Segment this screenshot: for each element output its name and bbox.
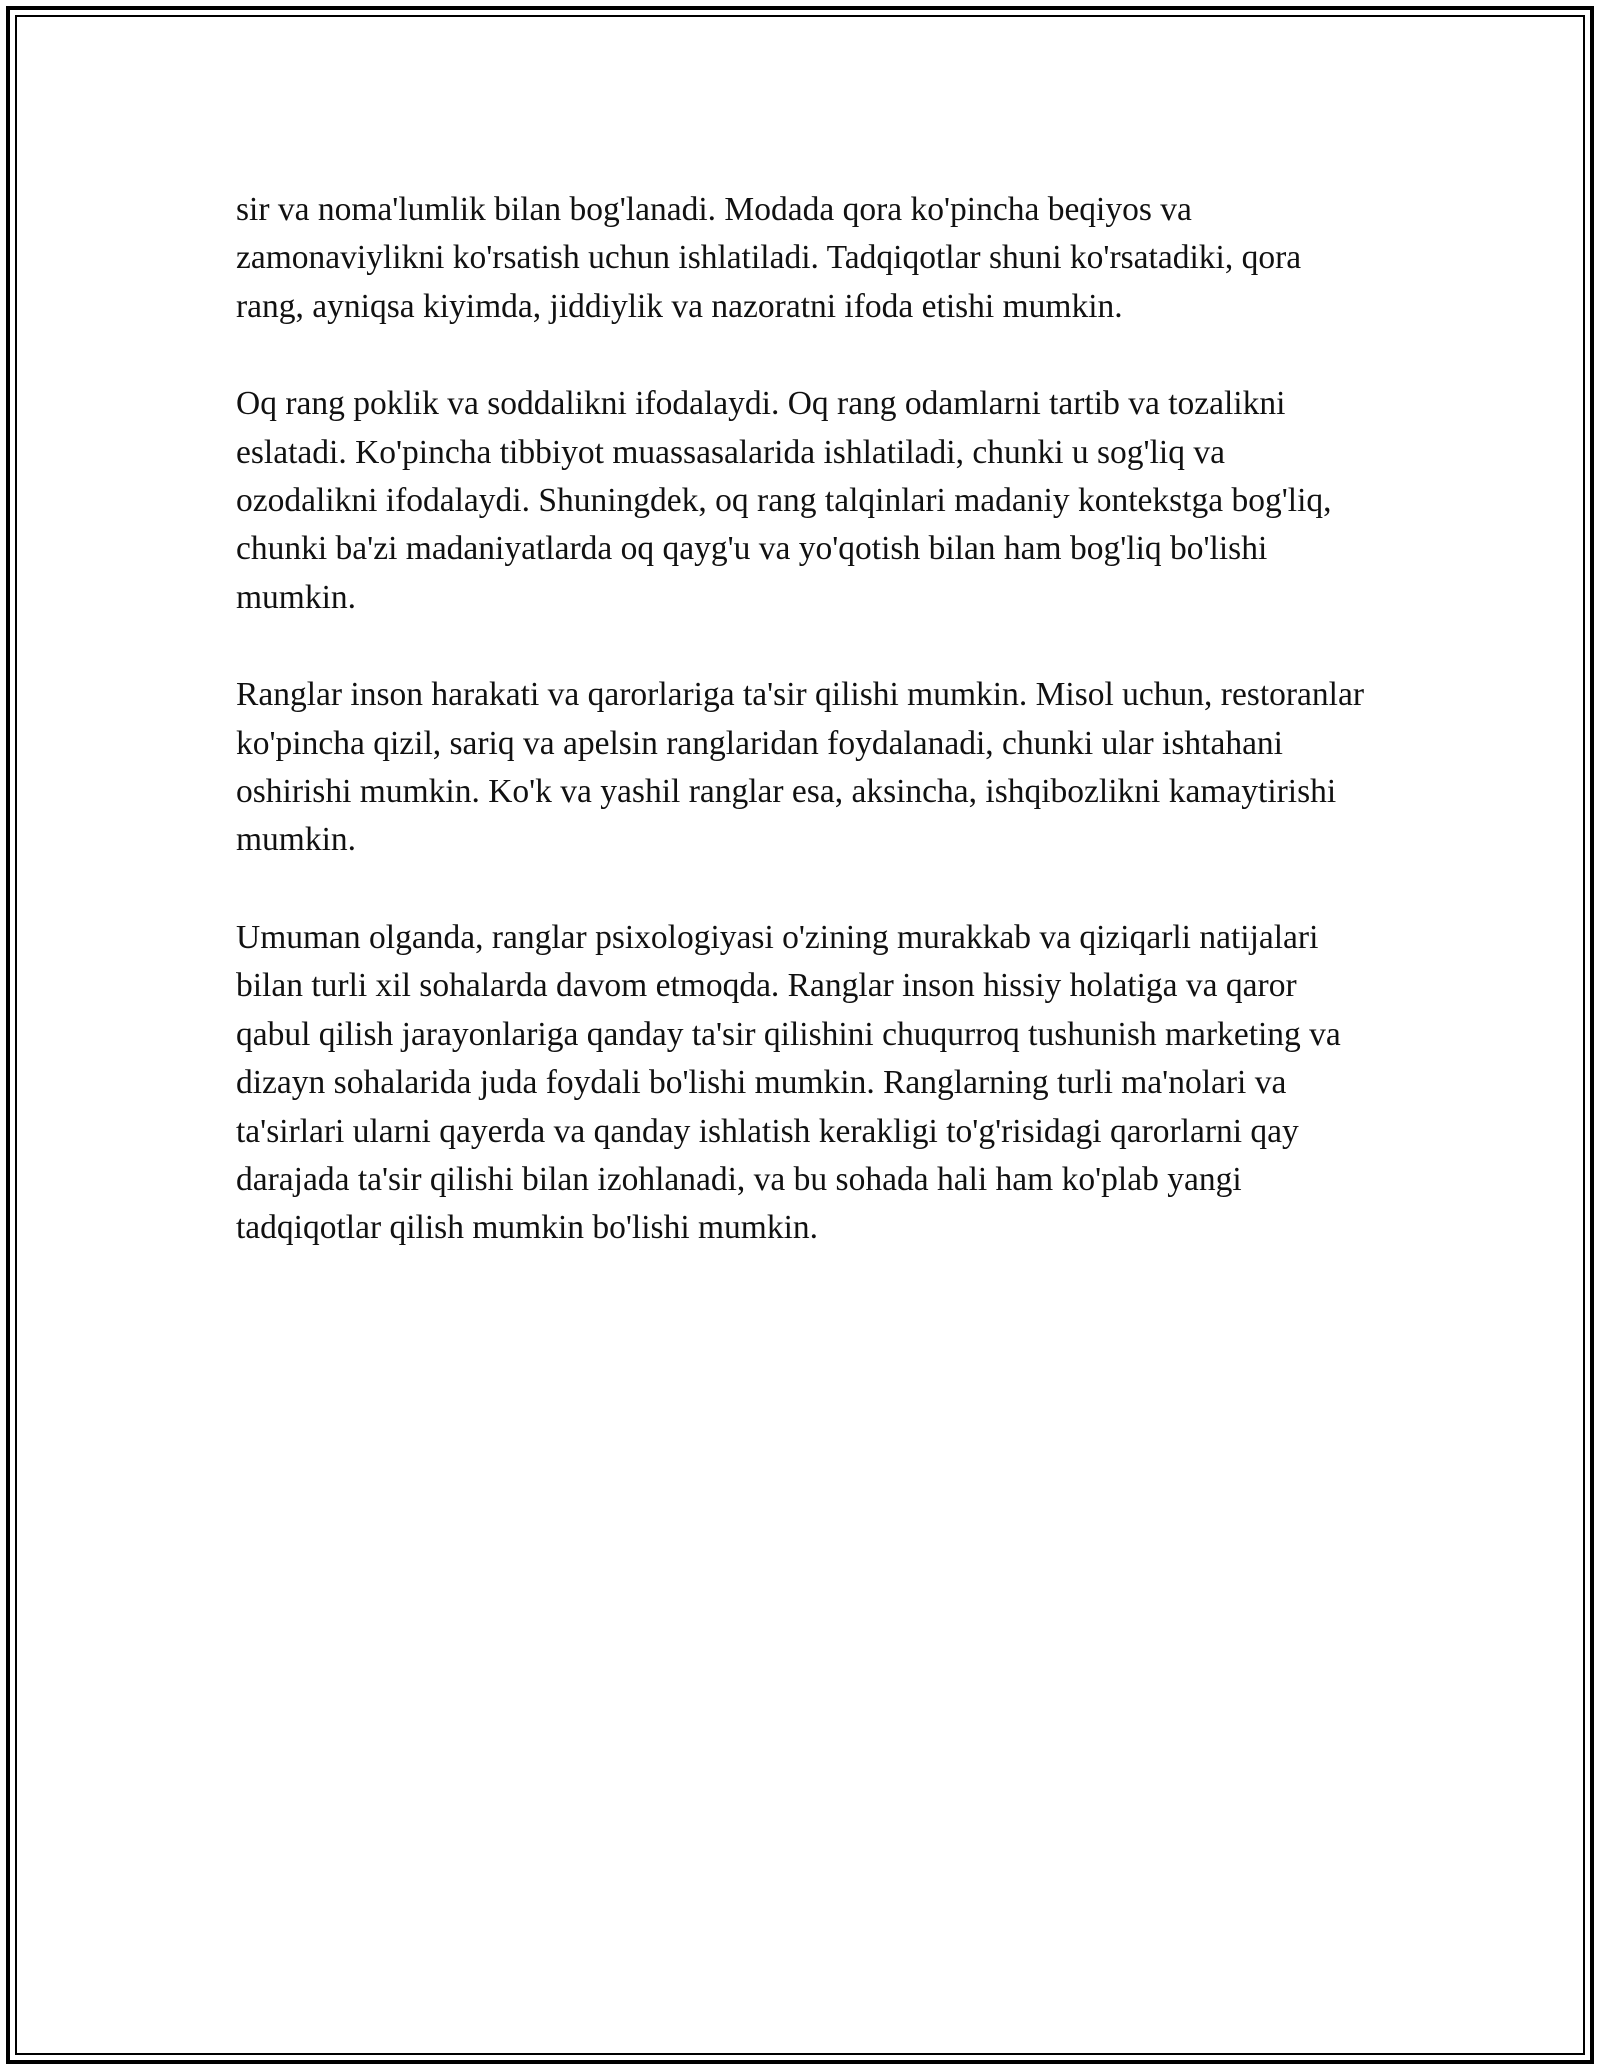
document-body (236, 186, 1366, 1302)
paragraph-3: Ranglar inson harakati va qarorlariga ta'sir qilishi mumkin. Misol uchun, restoranlar ko'pincha qizil, sariq va apelsin ranglaridan foydalanadi, chunki ular ishtahani oshirishi mumkin. Ko'k va yashil ranglar esa, aksincha, ishqibozlikni kamaytirishi mumkin. (236, 676, 1365, 859)
paragraph-1: sir va noma'lumlik bilan bog'lanadi. Modada qora ko'pincha beqiyos va zamonaviylikni ko'rsatish uchun ishlatiladi. Tadqiqotlar shuni ko'rsatadiki, qora rang, ayniqsa kiyimda, jiddiylik va nazoratni ifoda etishi mumkin. (236, 191, 1302, 325)
paragraph-2: Oq rang poklik va soddalikni ifodalaydi. Oq rang odamlarni tartib va tozalikni eslatadi. Ko'pincha tibbiyot muassasalarida ishlatiladi, chunki u sog'liq va ozodalikni ifodalaydi. Shuningdek, oq rang talqinlari madaniy kontekstga bog'liq, chunki ba'zi madaniyatlarda oq qayg'u va yo'qotish bilan ham bog'liq bo'lishi mumkin. (236, 385, 1332, 616)
paragraph-4: Umuman olganda, ranglar psixologiyasi o'zining murakkab va qiziqarli natijalari bilan turli xil sohalarda davom etmoqda. Ranglar inson hissiy holatiga va qaror qabul qilish jarayonlariga qanday ta'sir qilishini chuqurroq tushunish marketing va dizayn sohalarida juda foydali bo'lishi mumkin. Ranglarning turli ma'nolari va ta'sirlari ularni qayerda va qanday ishlatish kerakligi to'g'risidagi qarorlarni qay darajada ta'sir qilishi bilan izohlanadi, va bu sohada hali ham ko'plab yangi tadqiqotlar qilish mumkin bo'lishi mumkin. (236, 918, 1341, 1247)
